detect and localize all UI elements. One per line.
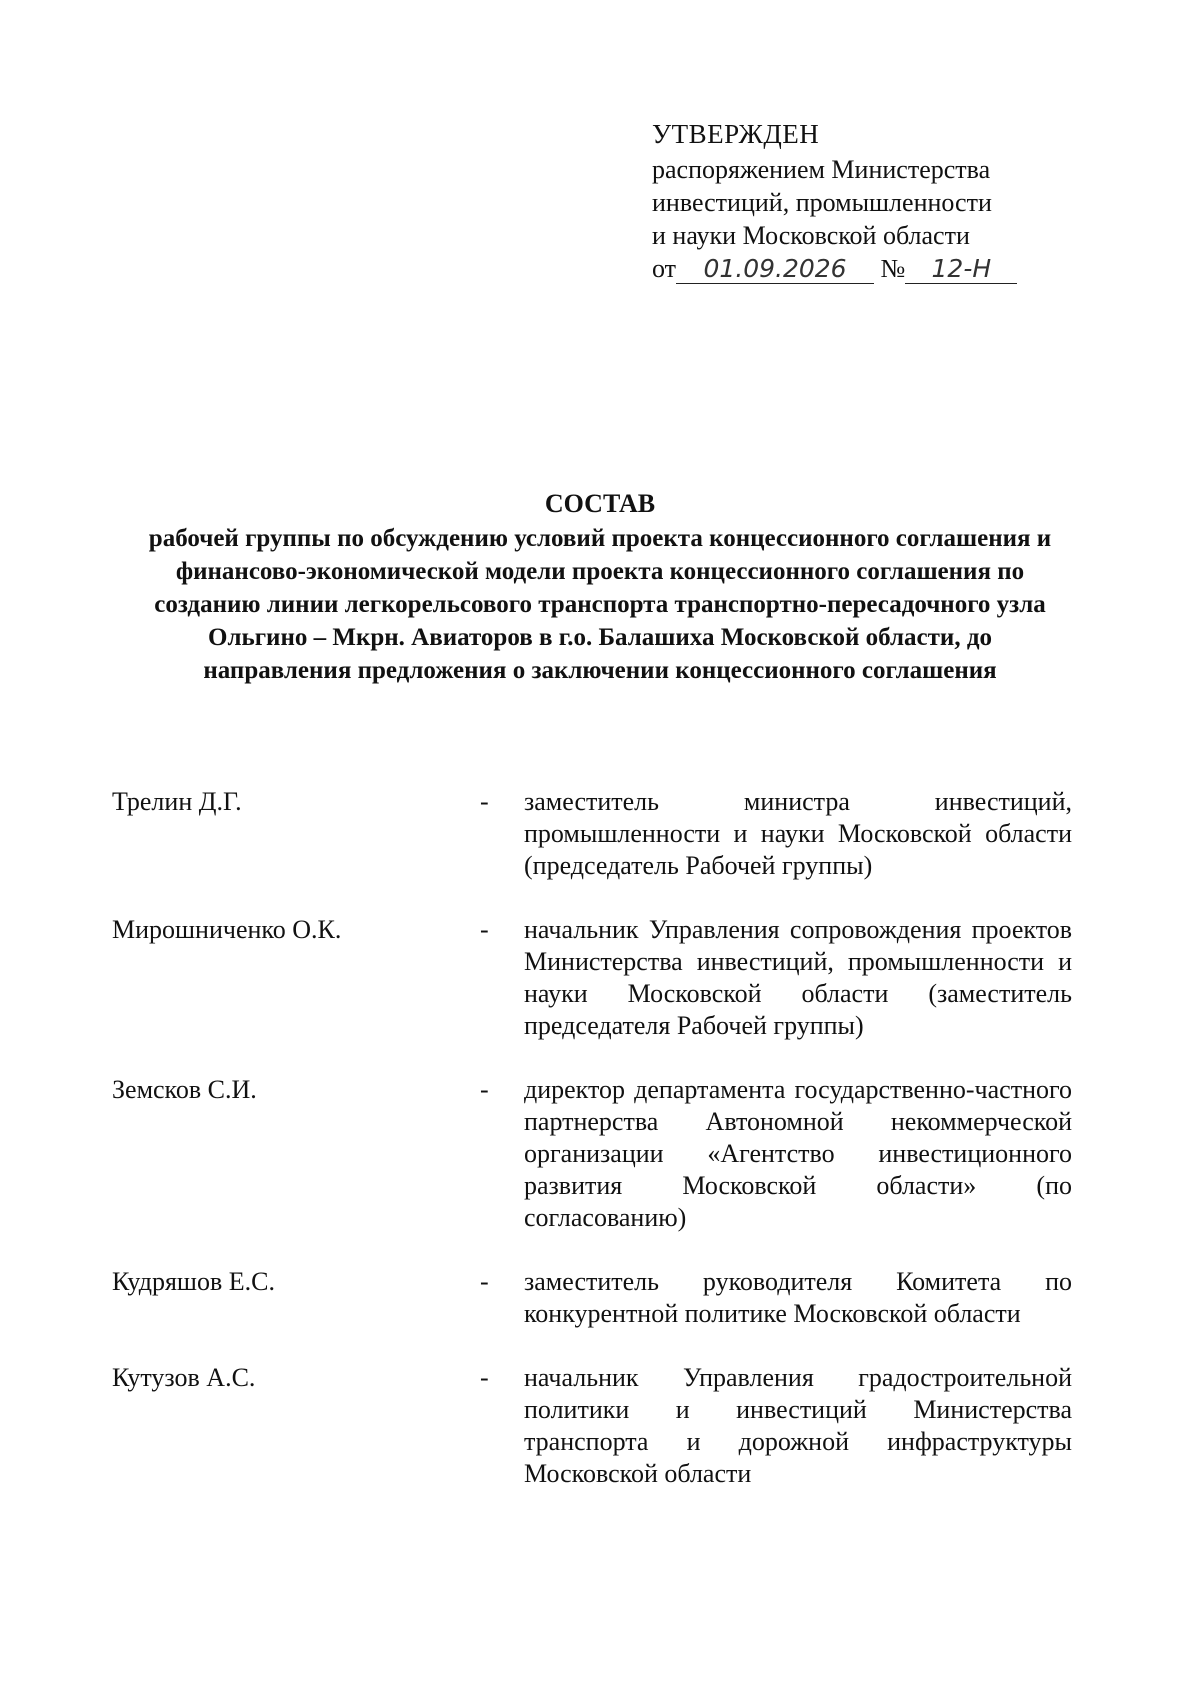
member-name: Кутузов А.С. — [112, 1363, 256, 1392]
document-subtitle: рабочей группы по обсуждению условий проекта концессионного соглашения и финансово-экономической модели проекта концессионного соглашения по созданию линии легкорельсового транспорта транспортно-пересадочного узла Ольгино – Мкрн. Авиаторов в г.о. Балашиха Московской области, до направления предложения о заключении концессионного соглашения — [148, 525, 1052, 684]
member-row — [112, 914, 1072, 1042]
member-name: Земсков С.И. — [112, 1075, 257, 1104]
member-dash: - — [480, 915, 489, 944]
member-row — [112, 1074, 1072, 1234]
approval-line-2: инвестиций, промышленности — [652, 188, 992, 217]
member-row — [112, 1266, 1072, 1330]
handwritten-date: 01.09.2026 — [676, 255, 874, 284]
member-name: Кудряшов Е.С. — [112, 1267, 275, 1296]
member-dash: - — [480, 1075, 489, 1104]
members-list — [112, 786, 1072, 1490]
date-prefix: от — [652, 254, 677, 283]
member-dash: - — [480, 1363, 489, 1392]
number-prefix: № — [880, 254, 906, 283]
approval-date-line — [652, 252, 1072, 285]
member-dash: - — [480, 1267, 489, 1296]
member-role: директор департамента государственно-частного партнерства Автономной некоммерческой организации «Агентство инвестиционного развития Московской области» (по согласованию) — [524, 1075, 1072, 1232]
member-role: начальник Управления сопровождения проектов Министерства инвестиций, промышленности и науки Московской области (заместитель председателя Рабочей группы) — [524, 915, 1072, 1040]
approval-line-1: распоряжением Министерства — [652, 155, 991, 184]
member-name: Мирошниченко О.К. — [112, 915, 342, 944]
member-row — [112, 786, 1072, 882]
approval-title: УТВЕРЖДЕН — [652, 119, 820, 149]
member-role: заместитель руководителя Комитета по конкурентной политике Московской области — [524, 1267, 1072, 1328]
document-heading — [140, 486, 1060, 687]
approval-line-3: и науки Московской области — [652, 221, 970, 250]
member-role: начальник Управления градостроительной политики и инвестиций Министерства транспорта и дорожной инфраструктуры Московской области — [524, 1363, 1072, 1488]
handwritten-number: 12-Н — [905, 255, 1017, 284]
member-dash: - — [480, 787, 489, 816]
approval-block — [652, 118, 1072, 285]
document-title: СОСТАВ — [544, 489, 656, 518]
member-role: заместитель министра инвестиций, промышленности и науки Московской области (председатель Рабочей группы) — [524, 787, 1072, 880]
member-name: Трелин Д.Г. — [112, 787, 242, 816]
member-row — [112, 1362, 1072, 1490]
